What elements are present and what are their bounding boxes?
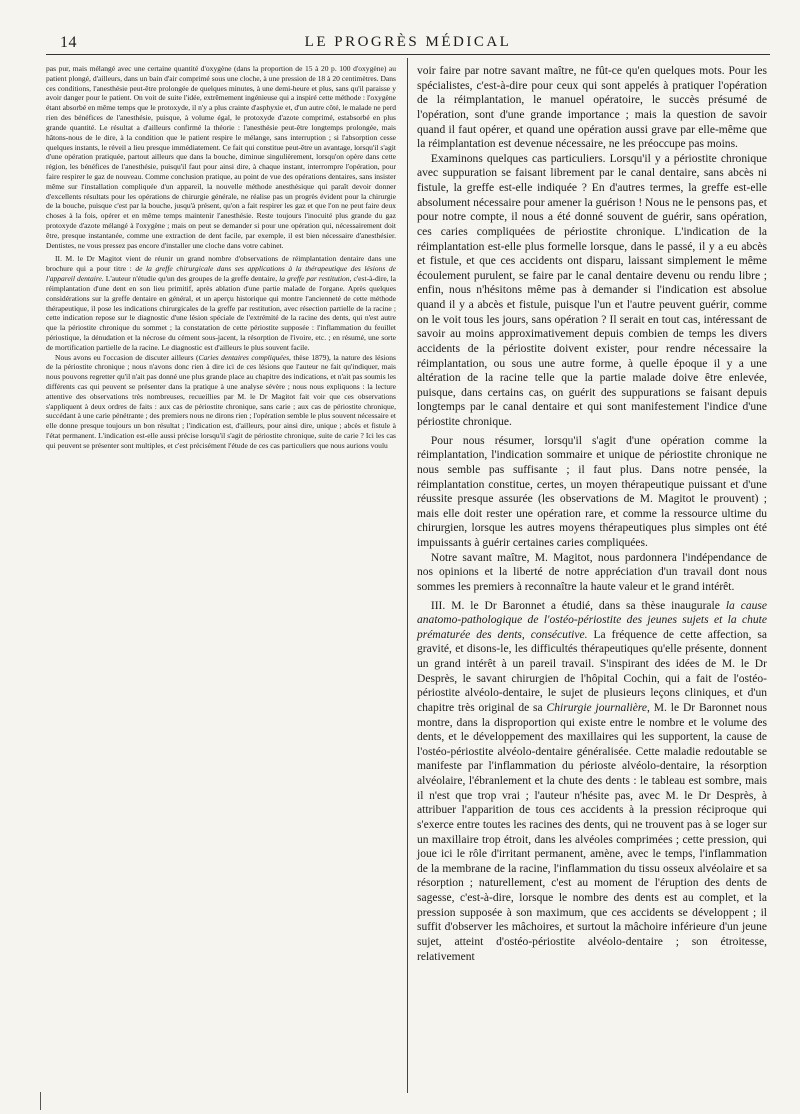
paragraph-text: , M. le Dr Baronnet nous montre, dans la disproportion qui existe entre le nombre et le volume des dents, et le développement des maxillaires qui les supportent, la cause de l'ostéo-périostite alvéolo-dentaire généralisée. Cette maladie redoutable se manifeste par l'inflammation du périoste alvéolo-dentaire, la résorption alvéolaire, l'ébranlement et la chute des dents : le tableau est sombre, mais il n'est que trop vrai ; l'auteur n'hésite pas, avec M. le Dr Desprès, à attribuer l'apparition de tous ces accidents à la pression réciproque qui s'exerce entre toutes les racines des dents, qui ne trouvent pas à se loger sur un maxillaire trop étroit, dans les alvéoles comprimées ; cette pression, qui joue ici le rôle d'irritant permanent, amène, avec le temps, l'inflammation de la membrane de la racine, l'inflammation du tissu osseux alvéolaire et sa résorption ; naturellement, c'est au moment de l'éruption des dents de sagesse, c'est-à-dire, lorsque le nombre des dents est au complet, et la pression supposée à son maximum, que ces accidents se développent ; il suffit d'observer les mâchoires, et surtout la mâchoire inférieure d'un jeune sujet, atteint d'ostéo-périostite alvéolo-dentaire ; son étroitesse, relativement [417, 701, 767, 963]
book-title: Chirurgie journalière [546, 701, 648, 714]
right-paragraph-3: Pour nous résumer, lorsqu'il s'agit d'une opération comme la réimplantation, l'indication sommaire et unique de périostite chronique ne nous semble pas suffisante ; il faut plus. Dans notre pensée, la réimplantation constitue, certes, un moyen thérapeutique puissant et d'une réussite presque assurée (les observations de M. Magitot le prouvent) ; mais elle doit rester une opération rare, et comme la ressource ultime du chirurgien, lorsque les autres moyens thérapeutiques plus simples ont été impuissants à guérir certaines caries compliquées. [417, 434, 767, 549]
left-paragraph-3 [46, 353, 396, 451]
thesis-title: la cause anatomo-pathologique de l'ostéo-périostite des jeunes sujets et la chute prématurée des dents, consécutive. [417, 599, 767, 641]
text-columns [46, 64, 770, 1100]
journal-page [46, 30, 770, 1100]
page-number: 14 [60, 34, 77, 51]
left-paragraph-2 [46, 254, 396, 352]
paragraph-text: L'auteur n'étudie qu'un des groupes de la greffe dentaire, [103, 274, 280, 284]
paragraph-text: , thèse 1879), la nature des lésions de la périostite chronique ; nous n'avons donc rien à dire ici de ces lésions que l'auteur ne fait qu'indiquer, mais nous pouvons regretter qu'il n'ait pas donné une plus grande place au chapitre des indications, et n'ait pas soumis les différents cas qui peuvent se présenter dans la pratique à une analyse sévère ; nous nous expliquons : la lecture attentive des observations très nombreuses, recueillies par M. le Dr Magitot fait voir que ces observations s'appliquent à deux ordres de faits : aux cas de périostite chronique, sans carie ; aux cas de périostite chronique, succédant à une carie pénétrante ; des premiers nous ne dirons rien ; l'opération semble le plus souvent nécessaire et elle donne presque toujours un bon résultat ; l'indication est, d'ailleurs, pour ainsi dire, unique ; abcès et fistule à l'état permanent. L'indication est-elle aussi précise lorsqu'il s'agit de périostite chronique, suite de carie ? Ici les cas qui peuvent se présenter sont multiples, et c'est précisément l'étude de ces cas particuliers que nous aurions voulu [46, 352, 396, 450]
right-column [417, 64, 767, 964]
column-divider [407, 58, 408, 1093]
right-paragraph-4: Notre savant maître, M. Magitot, nous pardonnera l'indépendance de nos opinions et la liberté de notre appréciation d'un travail dont nous sommes les premiers à reconnaître la haute valeur et le grand intérêt. [417, 551, 767, 593]
journal-title: LE PROGRÈS MÉDICAL [304, 34, 512, 50]
paragraph-text: , c'est-à-dire, la réimplantation d'une dent en son lieu primitif, après ablation d'une partie malade de l'organe. Après quelques considérations sur la greffe dentaire en général, et un aperçu historique qui montre l'ancienneté de cette méthode thérapeutique, il pose les indications chirurgicales de la greffe par restitution, avec résection partielle de la racine ; cette indication repose sur le diagnostic d'une lésion spéciale de l'extrémité de la racine des dents, qui n'est autre que la périostite chronique du sommet ; la constatation de cette périostite supposée : l'inflammation du feuillet périostique, la dénudation et la nécrose du cément sous-jacent, la résorption de l'ivoire, etc. ; en résumé, une sorte de mortification partielle de la racine. Le diagnostic est d'ailleurs le plus souvent facile. [46, 274, 397, 352]
paragraph-text: III. M. le Dr Baronnet a étudié, dans sa thèse inaugurale [430, 599, 726, 612]
italic-term: la greffe par restitution [279, 274, 350, 284]
margin-mark [40, 1092, 41, 1110]
right-paragraph-1: voir faire par notre savant maître, ne fût-ce qu'en quelques mots. Pour les spécialistes, c'est-à-dire pour ceux qui sont appelés à pratiquer l'opération de la réimplantation, le manuel opératoire, le succès présumé de l'opération, sont d'une grande importance ; mais la question de savoir quand il faut opérer, et quand une opération aussi grave par elle-même que la réimplantation est devenue nécessaire, ne les préoccupe pas moins. [417, 65, 767, 151]
brochure-title: de la greffe chirurgicale dans ses applications à la thérapeutique des lésions de l'appareil dentaire. [46, 264, 396, 284]
right-paragraph-2: Examinons quelques cas particuliers. Lorsqu'il y a périostite chronique avec suppuration se faisant librement par le canal dentaire, sans abcès ni fistule, la greffe est-elle indiquée ? En d'autres termes, la greffe est-elle absolument nécessaire pour amener la guérison ! Nous ne le pensons pas, et pour notre compte, il nous a été donné souvent de guérir, sans opération, ces caries compliquées de périostite chronique. L'indication de la réimplantation est-elle plus formelle lorsque, dans le passé, il y a eu abcès et fistule, et que ces accidents ont disparu, laissant simplement le même écoulement purulent, se faire par le canal dentaire devenu ou rendu libre ; enfin, nous n'hésitons même pas à demander si l'indication est absolue quand il y a abcès et fistule, puisque l'un et l'autre peuvent guérir, comme on le voit tous les jours, sans opération ? Il serait en tout cas, intéressant de savoir au moins approximativement depuis combien de temps les divers accidents de la périostite doivent exister, pour rendre nécessaire la réimplantation, ou sous une autre forme, à quelle époque il y a une altération de la racine telle que la partie malade doive être enlevée, puisque, dans certains cas, on guérit des suppurations se faisant depuis longtemps par le canal dentaire et qui sont manifestement l'indice d'une périostite chronique. [417, 152, 767, 428]
paragraph-text: II. M. le Dr Magitot vient de réunir un grand nombre d'observations de réimplantation dentaire dans une brochure qui a pour titre : [46, 254, 396, 274]
paragraph-text: La fréquence de cette affection, sa gravité, et disons-le, les difficultés thérapeutiques qu'elle présente, donnent un grand intérêt à un pareil travail. S'inspirant des idées de M. le Dr Desprès, le savant chirurgien de l'hôpital Cochin, qui a fait de l'ostéo-périostite alvéolo-dentaire, le sujet de plusieurs leçons cliniques, et d'un chapitre très original de sa [417, 628, 767, 714]
paragraph-text: Nous avons eu l'occasion de discuter ailleurs ( [55, 352, 199, 362]
left-column [46, 64, 396, 451]
right-paragraph-5 [417, 599, 767, 965]
running-head [46, 30, 770, 55]
thesis-citation: Caries dentaires compliquées [198, 352, 290, 362]
left-paragraph-1: pas pur, mais mélangé avec une certaine quantité d'oxygène (dans la proportion de 15 à 20 p. 100 d'oxygène) au patient plongé, d'ailleurs, dans un bain d'air comprimé sous une cloche, à une pression de 18 à 20 centimètres. Dans ces conditions, l'anesthésie peut-être prolongée de quelques minutes, à une demi-heure et plus, sans qu'il paraisse y avoir danger pour le patient. On voit de suite l'idée, extrêmement ingénieuse qui a inspiré cette méthode : l'oxygène étant absorbé en même temps que le protoxyde, il n'y a plus crainte d'asphyxie et, d'un autre côté, le malade ne perd rien des bénéfices de l'anesthésie, puisque, à volume égal, le protoxyde d'azote comprimé, estabsorbé en plus grande quantité. Le résultat a d'ailleurs confirmé la théorie : l'anesthésie peut-être longtemps prolongée, mais hâtons-nous de le dire, à la condition que le patient respire le mélange, sans interruption ; si l'absorption cesse quelques instants, le réveil a lieu presque immédiatement. Ce fait qui constitue peut-être un avantage, lorsqu'il s'agit d'une opération pratiquée, partout ailleurs que dans la bouche, diminue singulièrement, lorsqu'on opère dans cette région, les bénéfices de l'anesthésie, puisqu'il faut pour ainsi dire, à chaque instant, interrompre l'opération, pour faire respirer le gaz de nouveau. Comme conclusion pratique, au point de vue des opérations dentaires, sans insister même sur l'installation compliquée d'un appareil, la nouvelle méthode anesthésique qui paraît devoir donner d'excellents résultats pour les opérations de chirurgie générale, ne réalise pas un progrès évident pour la chirurgie de la bouche, puisque c'est par la bouche, jusqu'à présent, qu'on a fait respirer les gaz et que l'on ne peut faire deux choses à la fois, opérer et en même temps maintenir l'anesthésie. Reste toujours l'inocuité plus grande du gaz protoxyde d'azote mélangé à l'oxygène ; mais on peut se demander si pour une opération qui, nécessairement doit être, presque instantanée, comme une extraction de dent facile, par exemple, il est bien nécessaire d'anesthésier. Dentistes, ne vous pressez pas encore d'installer une cloche dans votre cabinet. [46, 64, 396, 250]
